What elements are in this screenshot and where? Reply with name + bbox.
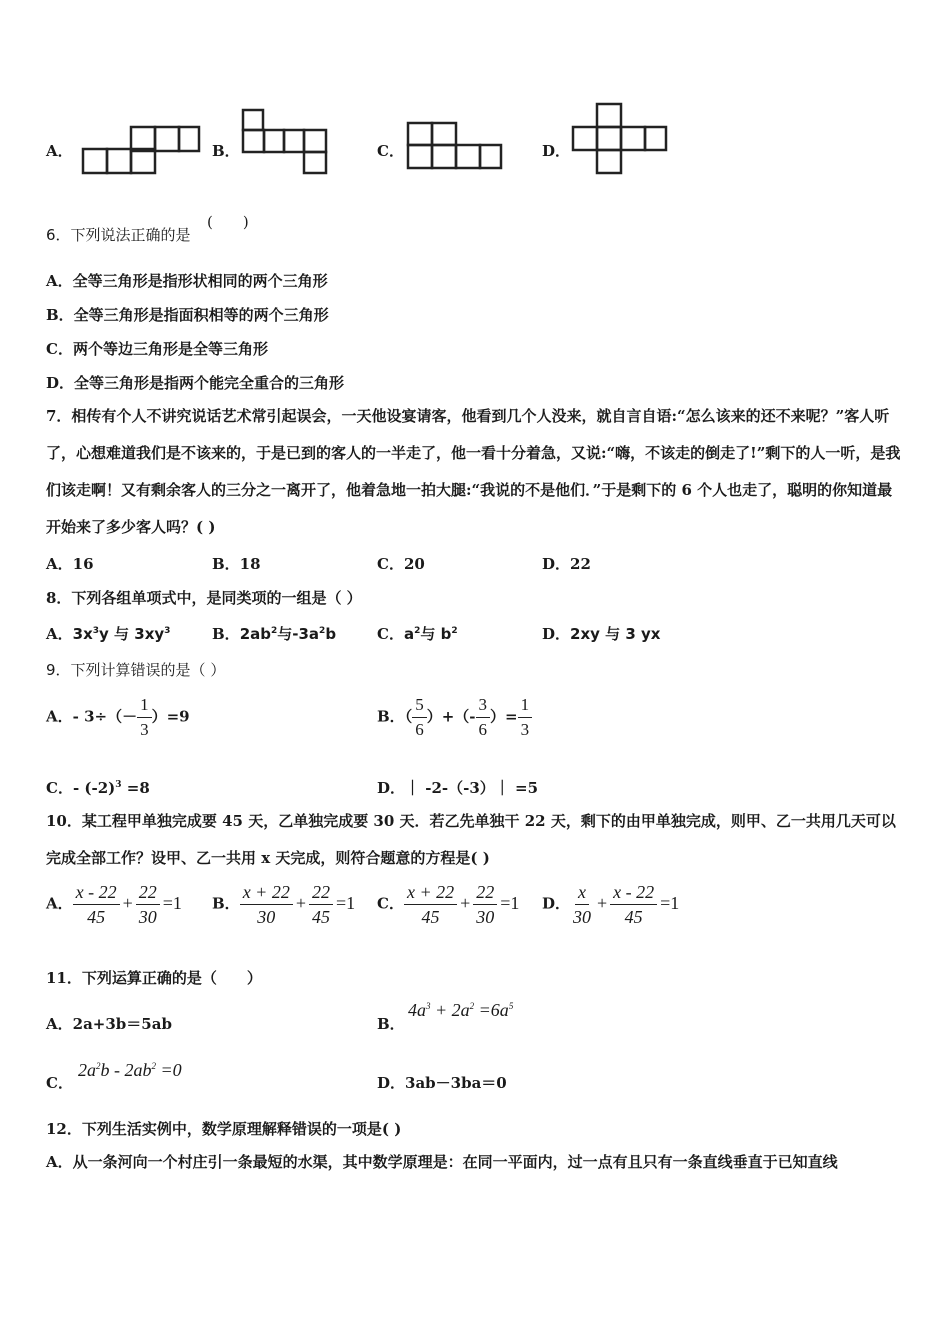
q8-option-c: C．$a^2$与 $b^2$	[377, 625, 458, 643]
q9-a-fraction: $\frac{1}{3}$	[137, 693, 152, 742]
q6-option-c: C．两个等边三角形是全等三角形	[46, 340, 268, 358]
q12-stem: 12．下列生活实例中，数学原理解释错误的一项是( )	[46, 1120, 402, 1138]
q8-option-d: D．2xy 与 3 yx	[542, 625, 661, 643]
q6-option-d: D．全等三角形是指两个能完全重合的三角形	[46, 374, 345, 392]
q6-answer-paren: ( )	[207, 213, 249, 231]
q7-option-b: B．18	[212, 555, 261, 573]
q5-option-a-letter: A．	[46, 142, 73, 160]
q11-option-c-expr: $2a^2b - 2ab^2 =0$	[78, 1060, 182, 1080]
q9-option-d: D．｜ -2-（-3）｜ =5	[377, 779, 539, 797]
q9-stem: 9．下列计算错误的是（ ）	[46, 661, 226, 679]
cube-net-a-icon	[80, 124, 204, 176]
q12-option-a: A．从一条河向一个村庄引一条最短的水渠，其中数学原理是：在同一平面内，过一点有且只有一条直线垂直于已知直线	[46, 1153, 838, 1171]
q7-option-a: A．16	[46, 555, 94, 573]
q5-option-c-letter: C．	[377, 142, 404, 160]
q9-option-a: A．- 3÷（－ $\frac{1}{3}$ ）=9	[46, 693, 190, 742]
q9-option-b: B．（ $\frac{5}{6}$ ）+（- $\frac{3}{6}$ ）= $\frac{1}{3}$	[377, 693, 532, 742]
q10-option-c: C． $\frac{x + 22}{45}$ + $\frac{22}{30}$ =1	[377, 882, 520, 927]
q10-option-b: B． $\frac{x + 22}{30}$ + $\frac{22}{45}$ =1	[212, 882, 356, 927]
q11-stem: 11．下列运算正确的是（ ）	[46, 969, 262, 987]
q11-option-a: A．2a+3b＝5ab	[46, 1015, 172, 1033]
q10-stem: 10．某工程甲单独完成要 45 天，乙单独完成要 30 天．若乙先单独干 22 天，剩下的由甲单独完成，则甲、乙一共用几天可以完成全部工作？设甲、乙一共用 x 天完成，则符合题意的方程是( )	[46, 812, 896, 867]
q11-option-b-letter: B．	[377, 1015, 405, 1033]
cube-net-d-icon	[570, 101, 670, 177]
cube-net-b-icon	[240, 107, 332, 177]
q10-option-d: D． $\frac{x}{30}$ + $\frac{x - 22}{45}$ =1	[542, 882, 680, 927]
q11-option-d: D．3ab－3ba＝0	[377, 1074, 507, 1092]
q7-option-d: D．22	[542, 555, 591, 573]
q11-option-c-letter: C．	[46, 1074, 73, 1092]
q9-option-c: C．- $(-2)^3 =8$	[46, 779, 150, 797]
q7-option-c: C．20	[377, 555, 425, 573]
q6-option-b: B．全等三角形是指面积相等的两个三角形	[46, 306, 329, 324]
q7-stem: 7．相传有个人不讲究说话艺术常引起误会，一天他设宴请客，他看到几个人没来，就自言自语:“怎么该来的还不来呢？”客人听了，心想难道我们是不该来的，于是已到的客人的一半走了，他一看十分着急，又说:“嗨，不该走的倒走了!”剩下的人一听，是我们该走啊！又有剩余客人的三分之一离开了，他着急地一拍大腿:“我说的不是他们．”于是剩下的 6 个人也走了，聪明的你知道最开始来了多少客人吗？( )	[46, 407, 901, 536]
q8-option-b: B．$2ab^2$与$-3a^2b$	[212, 625, 337, 643]
q10-option-a: A． $\frac{x - 22}{45}$ + $\frac{22}{30}$ =1	[46, 882, 182, 927]
q11-option-b-expr: $4a^3 + 2a^2 =6a^5$	[408, 1000, 514, 1020]
q8-stem: 8．下列各组单项式中，是同类项的一组是（ ）	[46, 589, 362, 607]
cube-net-c-icon	[405, 120, 505, 172]
q6-stem: 6．下列说法正确的是	[46, 226, 191, 244]
q8-option-a: A．$3x^3y$ 与 $3xy^3$	[46, 625, 171, 643]
q5-option-d-letter: D．	[542, 142, 571, 160]
q5-option-b-letter: B．	[212, 142, 240, 160]
q6-option-a: A．全等三角形是指形状相同的两个三角形	[46, 272, 328, 290]
